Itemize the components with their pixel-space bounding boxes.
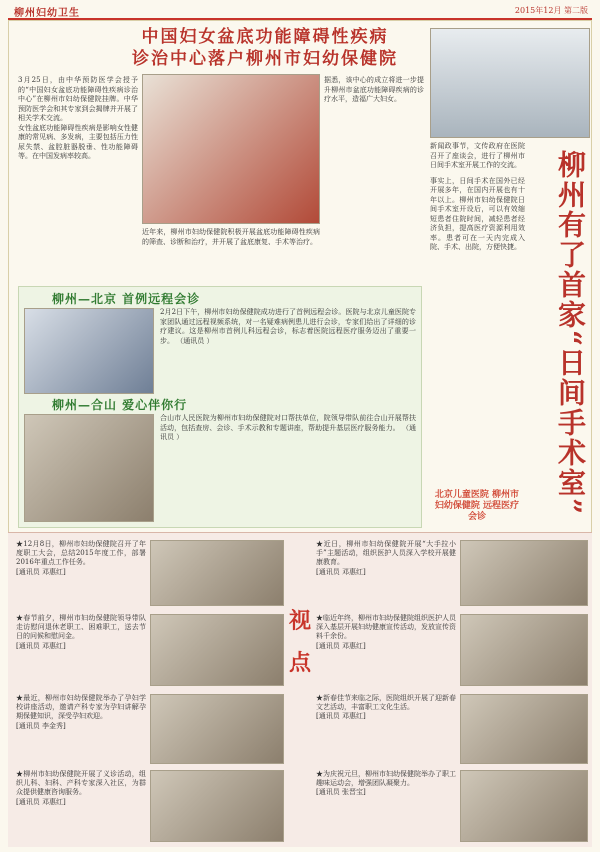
news-item: ★最近，柳州市妇幼保健院举办了孕妇学校讲座活动，邀请产科专家为孕妇讲解孕期保健知识，深受孕妇欢迎。 [通讯员 李金秀] [16, 694, 146, 730]
heshan-text: 合山市人民医院为柳州市妇幼保健院对口帮扶单位，院领导带队前往合山开展帮扶活动，包括查房、会诊、手术示教和专题讲座，帮助提升基层医疗服务能力。 （通讯员 ） [160, 414, 416, 441]
beijing-text: 2月2日下午，柳州市妇幼保健院成功进行了首例远程会诊。医院与北京儿童医院专家团队通过远程视频系统，对一名疑难病例患儿进行会诊，专家们给出了详细的诊疗建议。这是柳州市首例儿科远程会诊，标志着医院远程医疗服务迈出了重要一步。 （通讯员 ） [160, 308, 416, 345]
news-photo [460, 770, 588, 842]
lead-column-3 [324, 76, 424, 284]
news-item: ★为庆祝元旦，柳州市妇幼保健院举办了职工趣味运动会，增强团队凝聚力。 [通讯员 张晋宝] [316, 770, 456, 797]
news-photo [460, 540, 588, 606]
news-item: ★近日，柳州市妇幼保健院开展“大手拉小手”主题活动，组织医护人员深入学校开展健康教育。 [通讯员 邓惠红] [316, 540, 456, 576]
section-title-heshan: 柳州—合山 爱心伴你行 [52, 398, 188, 412]
lead-paragraph: 女性盆底功能障碍性疾病是影响女性健康的常见病、多发病，主要包括压力性尿失禁、盆腔脏器脱垂、性功能障碍等。在中国发病率较高。 [18, 123, 138, 160]
news-item: ★新春佳节来临之际，医院组织开展了迎新春文艺活动，丰富职工文化生活。 [通讯员 邓惠红] [316, 694, 456, 721]
news-photo [150, 694, 284, 764]
unveiling-photo [142, 74, 320, 224]
consult-stamp-logo: 北京儿童医院 柳州市妇幼保健院 远程医疗会诊 [434, 490, 520, 522]
section-title-beijing: 柳州—北京 首例远程会诊 [52, 292, 201, 306]
headline-line2: 诊治中心落户柳州市妇幼保健院 [132, 49, 398, 69]
heshan-ward-photo [24, 414, 154, 522]
lead-paragraph: 近年来，柳州市妇幼保健院积极开展盆底功能障碍性疾病的筛查、诊断和治疗，并开展了盆底康复、手术等治疗。 [142, 228, 320, 246]
news-photo [460, 694, 588, 764]
news-item: ★柳州市妇幼保健院开展了义诊活动，组织儿科、妇科、产科专家深入社区，为群众提供健康咨询服务。 [通讯员 邓惠红] [16, 770, 146, 806]
issue-date: 2015年12月 第二版 [514, 6, 588, 15]
news-item: ★12月8日，柳州市妇幼保健院召开了年度职工大会，总结2015年度工作，部署2016年重点工作任务。 [通讯员 邓惠红] [16, 540, 146, 576]
news-photo [150, 540, 284, 606]
news-photo [460, 614, 588, 686]
sidebar-column [430, 142, 525, 522]
masthead-title: 柳州妇幼卫生 [14, 8, 80, 19]
sidebar-headline: 柳州有了首家“日间手术室” [554, 150, 587, 517]
beijing-consult-photo [24, 308, 154, 394]
news-item: ★临近年终，柳州市妇幼保健院组织医护人员深入基层开展妇幼健康宣传活动，发放宣传资料千余份。 [通讯员 邓惠红] [316, 614, 456, 650]
news-photo [150, 614, 284, 686]
news-photo [150, 770, 284, 842]
viewpoint-label: 视点 [288, 608, 311, 676]
lead-paragraph: 3月25日，由中华预防医学会授予的“中国妇女盆底功能障碍性疾病诊治中心”在柳州市妇幼保健院挂牌。中华预防医学会和其专家到会揭牌并开展了相关学术交流。 [18, 76, 138, 122]
sidebar-lead: 新闻政事节，文传政府在医院召开了座谈会，进行了柳州市日间手术室开展工作的交流。 [430, 142, 525, 169]
news-item: ★春节前夕，柳州市妇幼保健院领导带队走访慰问退休老职工、困难职工，送去节日的问候和慰问金。 [通讯员 邓惠红] [16, 614, 146, 650]
headline-line1: 中国妇女盆底功能障碍性疾病 [141, 27, 389, 47]
operating-room-photo [430, 28, 590, 138]
lead-column-1 [18, 76, 138, 284]
lead-column-2 [142, 228, 320, 284]
masthead-bar [8, 4, 592, 20]
lead-paragraph: 据悉，该中心的成立将进一步提升柳州市盆底功能障碍疾病的诊疗水平，造福广大妇女。 [324, 76, 424, 103]
sidebar-body: 事实上，日间手术在国外已经开展多年，在国内开展也有十年以上。柳州市妇幼保健院日间手术室开设后，可以有效缩短患者住院时间，减轻患者经济负担，提高医疗资源利用效率。患者可在一天内完成入院、手术、出院，方便快捷。 [430, 176, 525, 251]
